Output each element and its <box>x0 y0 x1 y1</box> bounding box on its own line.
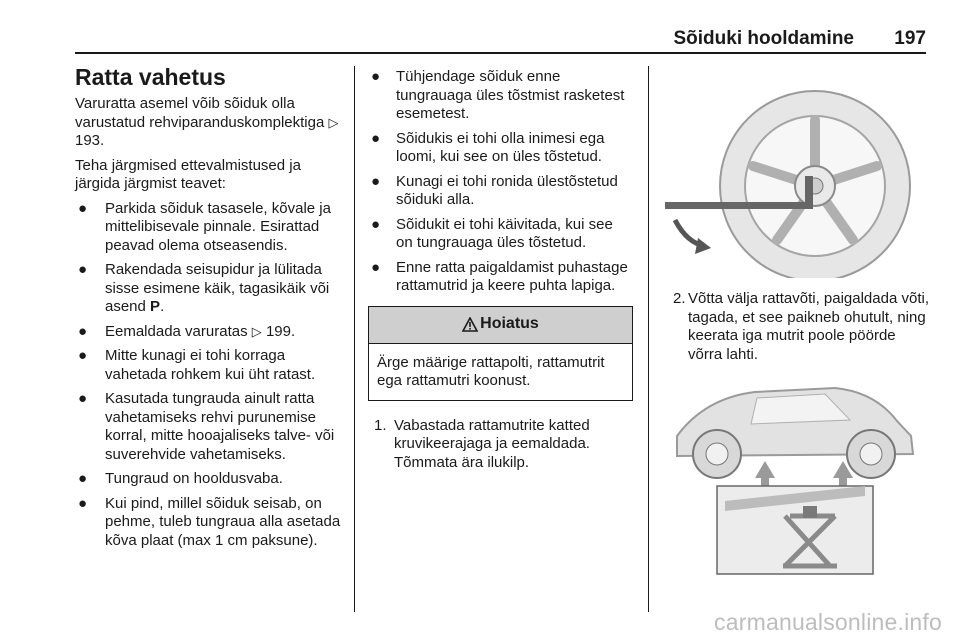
intro-paragraph: Varuratta asemel võib sõiduk olla varustatud rehviparanduskomplektiga ▷ 193. <box>75 95 339 149</box>
list-item: ● Enne ratta paigaldamist puhastage rattamutrid ja keere puhta lapiga. <box>371 258 628 294</box>
bullet-icon: ● <box>78 494 88 512</box>
list-item: ● Mitte kunagi ei tohi korraga vahetada rohkem kui üht ratast. <box>78 347 316 383</box>
list-item: ● Eemaldada varuratas ▷ 199. <box>78 322 296 340</box>
prep-paragraph: Teha järgmised ettevalmistused ja järgida järgmist teavet: <box>75 156 301 192</box>
column-divider <box>648 66 649 612</box>
page-header <box>75 26 926 54</box>
wheel-wrench-illustration <box>665 68 925 278</box>
bullet-icon: ● <box>78 470 88 487</box>
bullet-icon: ● <box>78 390 88 407</box>
warning-box <box>368 306 633 401</box>
bullet-icon: ● <box>78 199 88 217</box>
list-item: ● Kui pind, millel sõiduk seisab, on pehme, tuleb tungraua alla asetada kõva plaat (max 1 cm paksune). <box>78 494 341 549</box>
page-number: 197 <box>894 28 926 49</box>
list-item: ● Tungraud on hooldusvaba. <box>78 470 283 487</box>
warning-header <box>369 307 632 344</box>
list-item: ● Sõidukis ei tohi olla inimesi ega loomi, kui see on üles tõstetud. <box>371 129 605 165</box>
watermark: carmanualsonline.info <box>714 609 942 635</box>
step-2: 2. Võtta välja rattavõti, paigaldada võti, tagada, et see paikneb ohutult, ning keerata iga mutrit poole pöörde võrra lahti. <box>673 290 929 363</box>
bullet-icon: ● <box>371 258 381 276</box>
bullet-icon: ● <box>371 172 381 190</box>
column-2 <box>368 68 633 472</box>
bullet-icon: ● <box>78 347 88 364</box>
bullet-icon: ● <box>78 322 88 340</box>
warning-triangle-icon <box>462 317 478 332</box>
warning-text: Ärge määrige rattapolti, rattamutrit ega rattamutri koonust. <box>377 353 605 389</box>
list-item: 1. Vabastada rattamutrite katted kruvikeerajaga ja eemaldada. Tõmmata ära ilukilp. <box>374 416 590 471</box>
bullet-icon: ● <box>371 129 381 147</box>
list-item: ● Parkida sõiduk tasasele, kõvale ja mittelibisevale pinnale. Esirattad peavad olema otseasendis. <box>78 199 331 254</box>
list-item: ● Tühjendage sõiduk enne tungrauaga üles tõstmist rasketest esemetest. <box>371 68 625 122</box>
page-reference[interactable]: 193. <box>75 132 105 149</box>
list-item: ● Kunagi ei tohi ronida ülestõstetud sõiduki alla. <box>371 172 618 208</box>
car-jack-illustration <box>665 366 925 576</box>
warning-title: Hoiatus <box>480 315 539 333</box>
step-list <box>368 417 633 473</box>
column-1 <box>75 64 343 556</box>
bullet-icon: ● <box>371 215 381 233</box>
bullet-list <box>368 68 633 296</box>
ref-arrow-icon: ▷ <box>328 114 339 130</box>
list-item: ● Sõidukit ei tohi käivitada, kui see on tungrauaga üles tõstetud. <box>371 215 613 251</box>
section-title: Sõiduki hooldamine <box>673 28 854 49</box>
ref-arrow-icon: ▷ <box>251 323 262 339</box>
bullet-icon: ● <box>371 68 381 85</box>
list-item: ● Rakendada seisupidur ja lülitada sisse esimene käik, tagasikäik või asend P. <box>78 261 330 315</box>
column-divider <box>354 66 355 612</box>
bullet-icon: ● <box>78 261 88 278</box>
page-reference[interactable]: 199. <box>265 322 296 340</box>
step-number: 2. <box>673 290 686 307</box>
chapter-title: Ratta vahetus <box>75 64 226 90</box>
bullet-list <box>75 200 343 551</box>
list-item: ● Kasutada tungrauda ainult ratta vahetamiseks rehvi purunemise korral, mitte hooajaliseks talve- või suverehvide vahetamiseks. <box>78 390 335 463</box>
step-number: 1. <box>374 416 387 434</box>
